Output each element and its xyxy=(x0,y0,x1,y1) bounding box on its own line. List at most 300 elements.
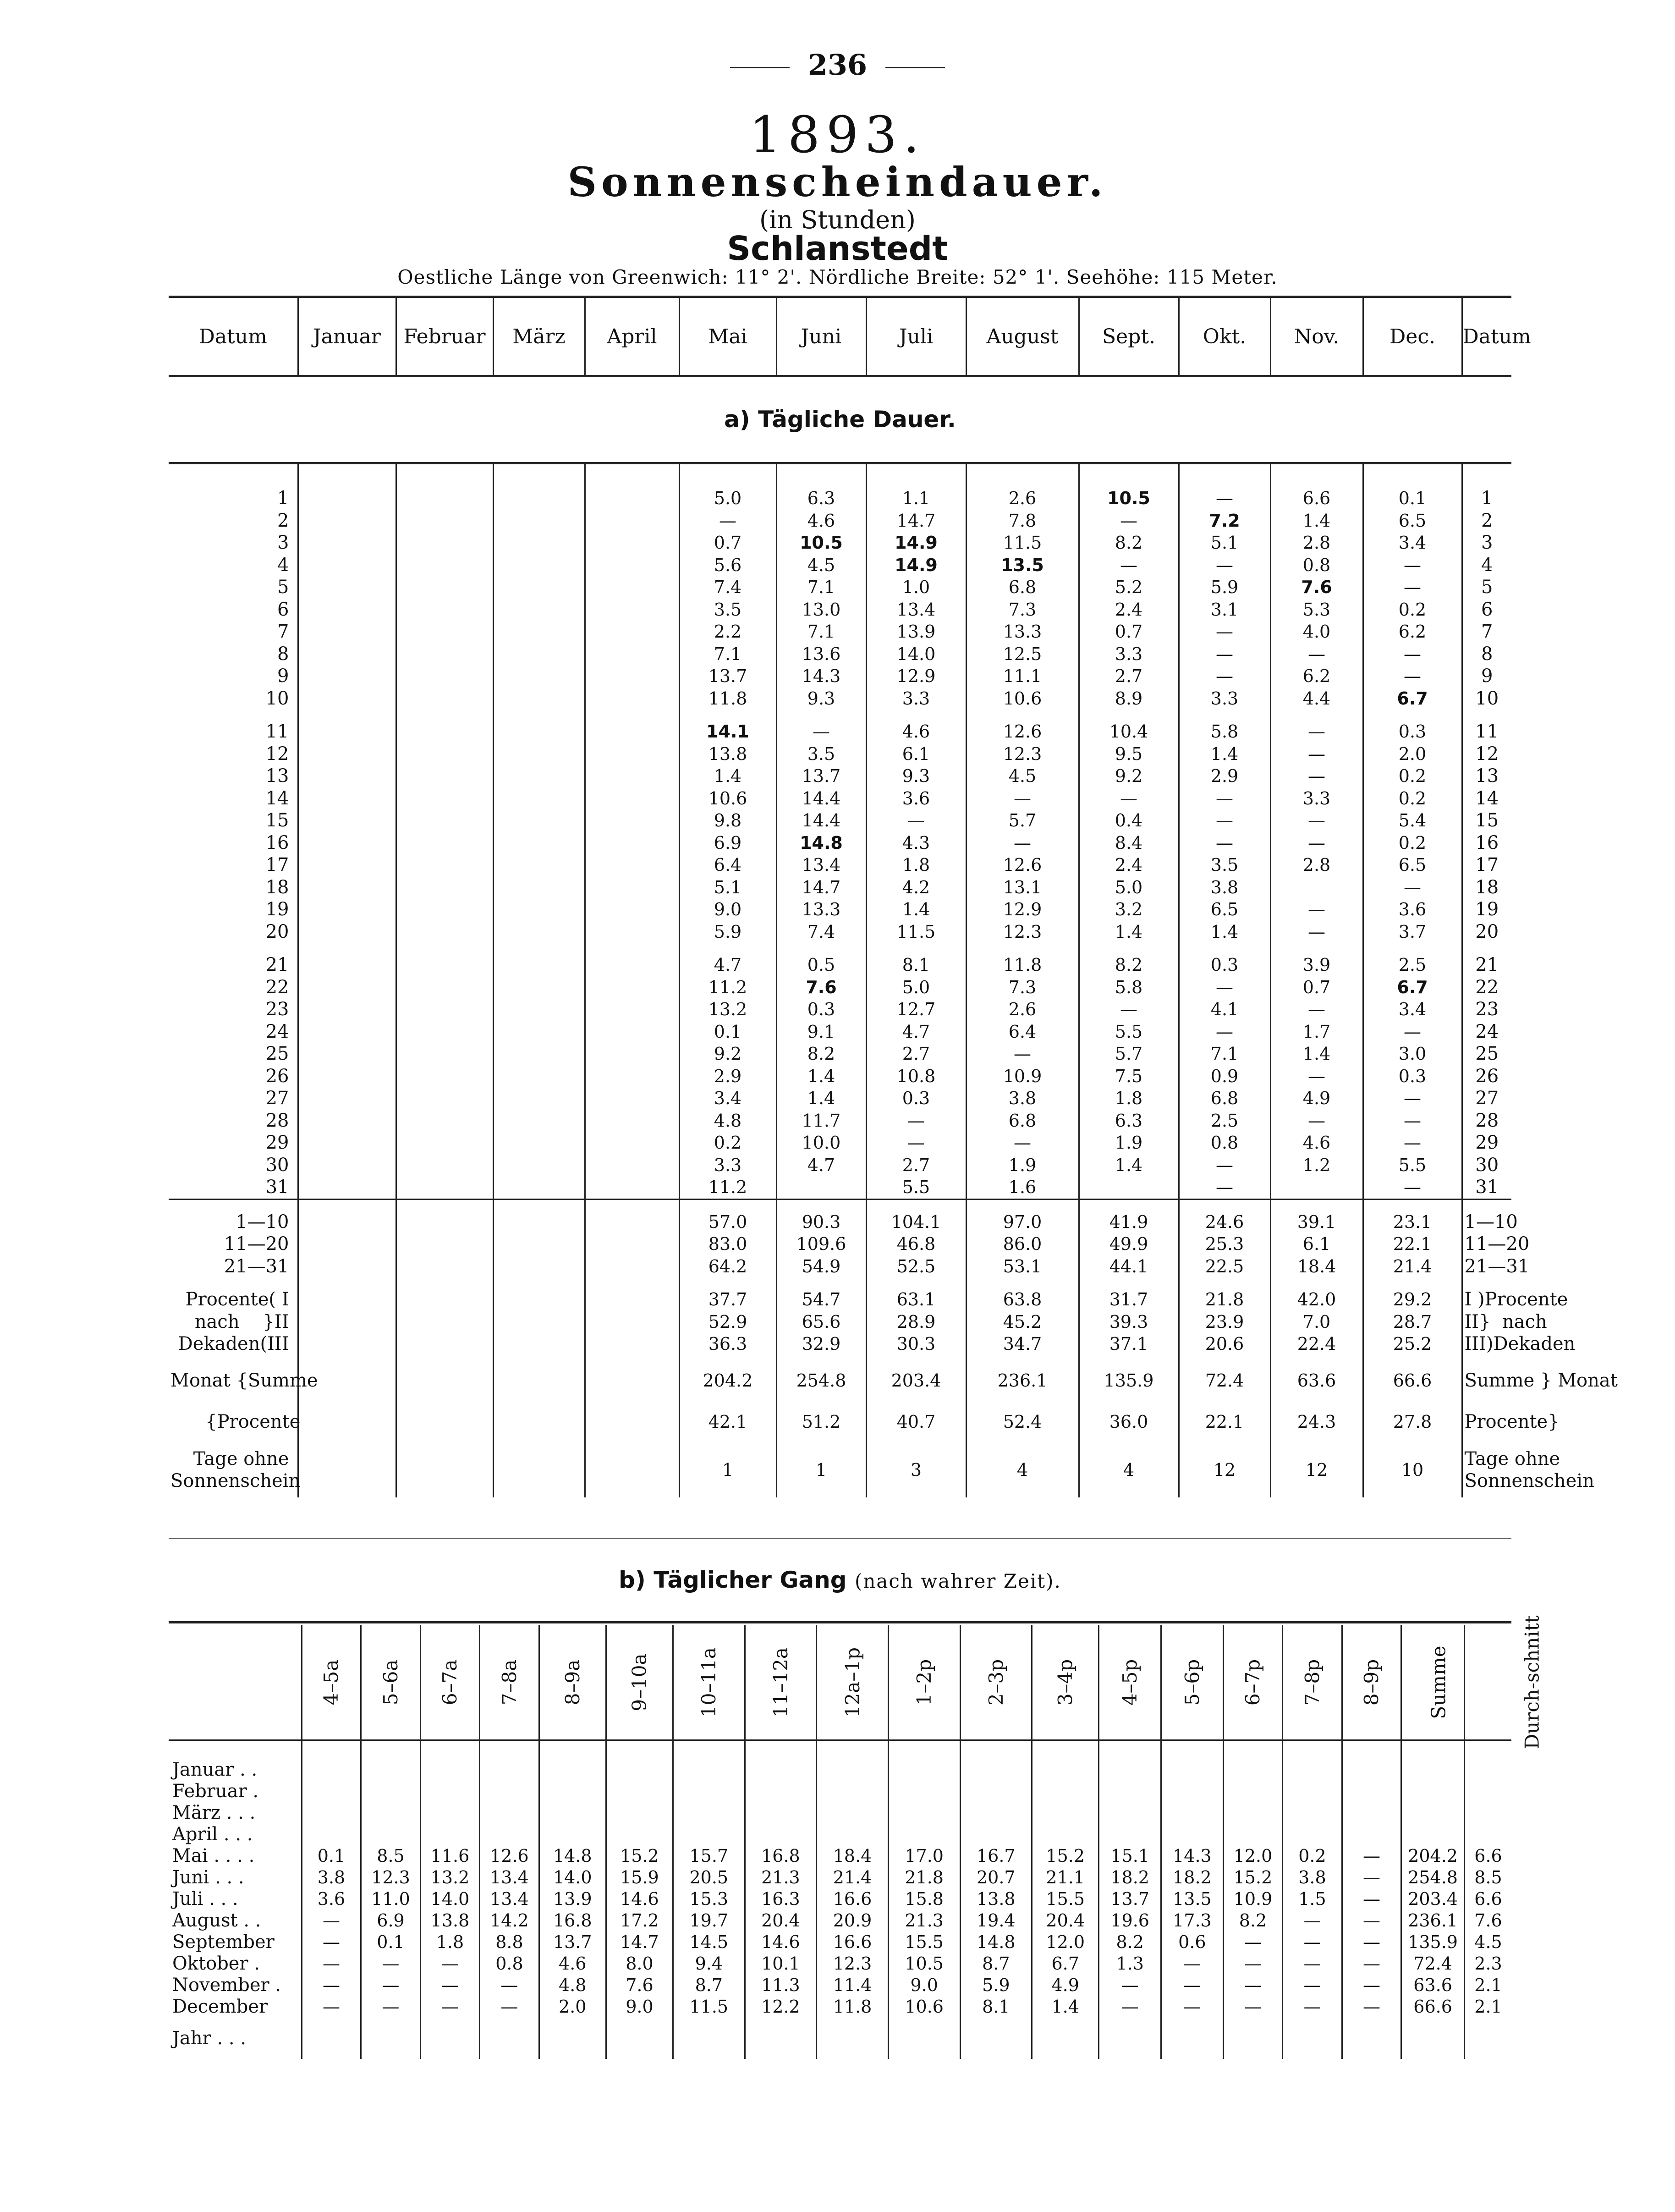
no-sunshine-row-mai: 1 xyxy=(679,1442,776,1497)
hourly-value: 21.3 xyxy=(745,1867,817,1888)
daily-value: 3.6 xyxy=(902,788,930,809)
hourly-value xyxy=(302,1824,361,1845)
day-number: 8 xyxy=(277,643,289,665)
hourly-value: 1.3 xyxy=(1099,1953,1161,1975)
summary-value: 86.0 xyxy=(1003,1234,1042,1254)
daily-value: 4.7 xyxy=(902,1021,930,1042)
day-number: 11 xyxy=(1475,721,1499,742)
day-number: 4 xyxy=(1481,554,1493,576)
hour-header-cell xyxy=(1342,1625,1401,1740)
hourly-value: 21.4 xyxy=(817,1867,889,1888)
hourly-value: 0.1 xyxy=(302,1845,361,1867)
summary-value: 41.9 xyxy=(1109,1211,1148,1232)
daily-value: — xyxy=(1216,1021,1233,1042)
daily-value: — xyxy=(1308,766,1325,786)
day-number: 28 xyxy=(265,1110,289,1131)
daily-value: 1.4 xyxy=(902,899,930,919)
daily-value: 13.1 xyxy=(1003,877,1042,897)
daily-value: 6.5 xyxy=(1210,899,1239,919)
summary-value: 65.6 xyxy=(802,1311,841,1332)
hourly-value xyxy=(302,2018,361,2059)
decade-pct-row-juni xyxy=(776,1277,866,1355)
hourly-value: 15.7 xyxy=(673,1845,745,1867)
page-number xyxy=(0,48,1675,82)
day-number: 14 xyxy=(1475,787,1499,809)
daily-value: 14.0 xyxy=(896,644,936,664)
daily-value: 13.7 xyxy=(708,666,747,686)
monthly-total-row-juli xyxy=(866,1355,966,1442)
decade-pct-row-nov xyxy=(1270,1277,1363,1355)
daily-values-dec xyxy=(1363,463,1462,710)
empty-month-cell xyxy=(298,1277,396,1355)
summary-value: 21.8 xyxy=(1205,1289,1244,1310)
hourly-value xyxy=(1401,1824,1465,1845)
station-coordinates: Oestliche Länge von Greenwich: 11° 2'. Nördliche Breite: 52° 1'. Seehöhe: 115 Meter. xyxy=(397,266,1278,288)
day-number: 26 xyxy=(1475,1065,1499,1087)
daily-value: 5.1 xyxy=(714,877,742,897)
hour-header-cell xyxy=(745,1625,817,1740)
daily-value: 12.6 xyxy=(1003,855,1042,875)
hour-header-label: 5–6p xyxy=(1181,1659,1203,1706)
summary-value: 97.0 xyxy=(1003,1211,1042,1232)
hourly-value: 19.7 xyxy=(673,1910,745,1931)
daily-value: — xyxy=(1120,555,1137,575)
daily-value: — xyxy=(1404,644,1421,664)
daily-value: 13.5 xyxy=(1001,555,1044,575)
daily-duration-table xyxy=(169,296,1618,1497)
daily-value: 6.8 xyxy=(1210,1088,1239,1108)
unit-note: (in Stunden) xyxy=(759,205,916,234)
daily-value: 12.9 xyxy=(1003,899,1042,919)
hourly-value: 135.9 xyxy=(1401,1931,1465,1953)
hourly-row xyxy=(169,1910,1511,1931)
daily-value: 1.2 xyxy=(1302,1155,1331,1175)
daily-value: 14.7 xyxy=(896,510,936,531)
header-cell: Juli xyxy=(866,297,966,376)
hourly-value xyxy=(361,1781,420,1802)
hourly-value xyxy=(960,1824,1032,1845)
decade-label: 11—20 xyxy=(224,1233,289,1255)
daily-value: 2.4 xyxy=(1115,855,1143,875)
empty-month-cell xyxy=(396,1199,493,1277)
daily-value: 8.4 xyxy=(1115,832,1143,853)
hourly-value: 5.9 xyxy=(960,1975,1032,1996)
daily-value: 2.7 xyxy=(902,1155,930,1175)
daily-value: — xyxy=(1014,1133,1031,1153)
hour-header-cell xyxy=(960,1625,1032,1740)
daily-values-juni xyxy=(776,463,866,710)
daily-value: — xyxy=(1404,1177,1421,1197)
daily-value: 6.9 xyxy=(714,832,742,853)
daily-values-dec xyxy=(1363,710,1462,943)
decade-label: 11—20 xyxy=(1464,1233,1530,1255)
day-number: 7 xyxy=(1481,621,1493,642)
no-sunshine-row xyxy=(169,1442,1511,1497)
summary-value: 254.8 xyxy=(796,1370,846,1391)
summary-value: 52.9 xyxy=(708,1311,747,1332)
daily-value: 7.5 xyxy=(1115,1066,1143,1086)
summary-value: 53.1 xyxy=(1003,1256,1042,1277)
hourly-value xyxy=(1099,1781,1161,1802)
empty-month-cell xyxy=(493,710,585,943)
hour-header-cell xyxy=(1465,1615,1543,1749)
hourly-value: 14.6 xyxy=(606,1888,673,1910)
hourly-value: 13.9 xyxy=(539,1888,606,1910)
empty-month-cell xyxy=(298,463,396,710)
daily-value: 14.7 xyxy=(802,877,841,897)
daily-value: 13.6 xyxy=(802,644,841,664)
summary-value: 135.9 xyxy=(1104,1370,1154,1391)
hour-header-label: 10–11a xyxy=(697,1647,720,1717)
daily-values-august xyxy=(966,943,1079,1199)
hourly-value: 8.5 xyxy=(1465,1867,1512,1888)
monthly-total-row-label: Monat {Summe {Procente xyxy=(170,1370,318,1432)
hourly-value: 8.1 xyxy=(960,1996,1032,2018)
year-heading: 1893. xyxy=(749,105,926,164)
hourly-value: — xyxy=(1223,1931,1282,1953)
hourly-row xyxy=(169,1931,1511,1953)
hour-header-label: 12a–1p xyxy=(841,1647,864,1717)
hourly-value: 203.4 xyxy=(1401,1888,1465,1910)
summary-value: 52.5 xyxy=(896,1256,936,1277)
daily-values-sept xyxy=(1079,463,1179,710)
daily-value: 9.1 xyxy=(807,1021,835,1042)
day-number: 16 xyxy=(265,832,289,853)
hourly-value xyxy=(888,2018,960,2059)
daily-value: 3.5 xyxy=(807,743,835,764)
monthly-total-row-okt xyxy=(1179,1355,1270,1442)
daily-value: 13.9 xyxy=(896,622,936,642)
daily-value: — xyxy=(1404,1110,1421,1131)
hourly-value: 236.1 xyxy=(1401,1910,1465,1931)
hourly-value xyxy=(1465,1740,1512,1781)
hourly-value: 21.8 xyxy=(888,1867,960,1888)
hourly-value: 8.5 xyxy=(361,1845,420,1867)
daily-value: 4.6 xyxy=(807,510,835,531)
monthly-total-row-nov xyxy=(1270,1355,1363,1442)
daily-value: 9.0 xyxy=(714,899,742,919)
daily-value: 1.4 xyxy=(1210,921,1239,942)
summary-value: 54.7 xyxy=(802,1289,841,1310)
hourly-value xyxy=(1161,1802,1224,1824)
hourly-value: — xyxy=(480,1975,539,1996)
header-cell: Februar xyxy=(396,297,493,376)
day-number: 31 xyxy=(1475,1177,1499,1198)
hourly-value: 0.1 xyxy=(361,1931,420,1953)
daily-value: 0.2 xyxy=(1398,766,1427,786)
hourly-value xyxy=(480,1740,539,1781)
daily-value: 3.8 xyxy=(1008,1088,1037,1108)
hourly-value xyxy=(361,1824,420,1845)
hour-header-label: 9–10a xyxy=(628,1653,651,1711)
day-number: 2 xyxy=(1481,510,1493,531)
day-labels-right xyxy=(1462,463,1511,710)
day-labels-right xyxy=(1462,710,1511,943)
daily-value: 0.5 xyxy=(807,955,835,975)
hourly-row xyxy=(169,1845,1511,1867)
daily-value: 5.7 xyxy=(1115,1044,1143,1064)
daily-value: — xyxy=(1014,788,1031,809)
hourly-row xyxy=(169,1888,1511,1910)
hour-header-cell xyxy=(1099,1625,1161,1740)
daily-values-august xyxy=(966,710,1079,943)
empty-month-cell xyxy=(493,1199,585,1277)
summary-value: 34.7 xyxy=(1003,1334,1042,1354)
header-cell: August xyxy=(966,297,1079,376)
hourly-value: 13.7 xyxy=(1099,1888,1161,1910)
hourly-value: 15.2 xyxy=(1032,1845,1099,1867)
daily-value: 3.4 xyxy=(1398,533,1427,553)
daily-value: 2.7 xyxy=(1115,666,1143,686)
empty-month-cell xyxy=(396,463,493,710)
day-number: 28 xyxy=(1475,1110,1499,1131)
daily-value: 2.0 xyxy=(1398,743,1427,764)
day-number: 2 xyxy=(277,510,289,531)
daily-value: — xyxy=(1308,1066,1325,1086)
station-name: Schlanstedt xyxy=(727,229,948,268)
hour-header-cell xyxy=(606,1625,673,1740)
daily-value: — xyxy=(1308,832,1325,853)
hour-header-label: 4–5p xyxy=(1119,1659,1142,1706)
empty-month-cell xyxy=(298,710,396,943)
daily-value: 12.5 xyxy=(1003,644,1042,664)
daily-value: 7.8 xyxy=(1008,510,1037,531)
day-number: 6 xyxy=(1481,599,1493,620)
summary-value: 90.3 xyxy=(802,1211,841,1232)
hourly-value: — xyxy=(1223,1975,1282,1996)
day-number: 12 xyxy=(265,743,289,765)
daily-value: 10.8 xyxy=(896,1066,936,1086)
hourly-value xyxy=(1401,1802,1465,1824)
day-number: 17 xyxy=(1475,854,1499,875)
hourly-value: 6.9 xyxy=(361,1910,420,1931)
hourly-value: 4.5 xyxy=(1465,1931,1512,1953)
daily-value: 2.5 xyxy=(1210,1110,1239,1131)
monthly-total-row xyxy=(169,1355,1511,1442)
daily-value: 5.8 xyxy=(1210,721,1239,742)
hourly-row xyxy=(169,2018,1511,2059)
daily-group-row xyxy=(169,710,1511,943)
daily-value: 10.0 xyxy=(802,1133,841,1153)
empty-month-cell xyxy=(585,710,679,943)
empty-month-cell xyxy=(298,1199,396,1277)
decade-label: 1—10 xyxy=(236,1211,289,1233)
daily-group-row xyxy=(169,463,1511,710)
daily-value: — xyxy=(1014,1044,1031,1064)
daily-value: 2.8 xyxy=(1302,533,1331,553)
day-number: 19 xyxy=(265,899,289,920)
hourly-value xyxy=(539,1781,606,1802)
hourly-value xyxy=(888,1781,960,1802)
summary-value: 236.1 xyxy=(997,1370,1048,1391)
hourly-value: — xyxy=(361,1996,420,2018)
hourly-value xyxy=(1283,1802,1342,1824)
daily-value: 6.7 xyxy=(1397,977,1428,997)
hourly-value xyxy=(888,1824,960,1845)
daily-values-mai xyxy=(679,463,776,710)
hourly-value xyxy=(361,1802,420,1824)
daily-value: 3.4 xyxy=(1398,999,1427,1019)
hourly-value: 16.6 xyxy=(817,1888,889,1910)
daily-value: 5.5 xyxy=(1398,1155,1427,1175)
hourly-value xyxy=(1283,2018,1342,2059)
day-number: 1 xyxy=(277,488,289,509)
summary-value: 37.1 xyxy=(1109,1334,1148,1354)
daily-value: 5.2 xyxy=(1115,577,1143,597)
daily-value: 7.1 xyxy=(714,644,742,664)
hourly-value xyxy=(1283,1781,1342,1802)
hourly-value: 1.8 xyxy=(420,1931,479,1953)
hourly-value: 15.2 xyxy=(606,1845,673,1867)
empty-month-cell xyxy=(493,1442,585,1497)
hourly-value: 13.8 xyxy=(960,1888,1032,1910)
hourly-value xyxy=(539,2018,606,2059)
hourly-value: 11.4 xyxy=(817,1975,889,1996)
hourly-value: — xyxy=(1342,1867,1401,1888)
hourly-value: 12.3 xyxy=(361,1867,420,1888)
hourly-value xyxy=(1342,1824,1401,1845)
day-number: 20 xyxy=(1475,921,1499,942)
hourly-value xyxy=(361,1740,420,1781)
summary-value: 40.7 xyxy=(896,1411,936,1432)
hourly-value xyxy=(1161,1824,1224,1845)
no-sunshine-row-juli: 3 xyxy=(866,1442,966,1497)
empty-month-cell xyxy=(298,1355,396,1442)
daily-value: 4.4 xyxy=(1302,688,1331,709)
hourly-value: — xyxy=(1342,1996,1401,2018)
daily-values-okt xyxy=(1179,710,1270,943)
daily-value: — xyxy=(1216,622,1233,642)
hourly-value: 9.0 xyxy=(888,1975,960,1996)
daily-value: 12.3 xyxy=(1003,743,1042,764)
summary-value: 22.1 xyxy=(1393,1234,1432,1254)
hourly-value: 9.0 xyxy=(606,1996,673,2018)
daily-value: 1.4 xyxy=(807,1088,835,1108)
hourly-value xyxy=(1161,2018,1224,2059)
daily-value: 6.3 xyxy=(1115,1110,1143,1131)
daily-value: 7.1 xyxy=(807,622,835,642)
daily-value: 5.7 xyxy=(1008,810,1037,831)
hourly-value: 14.0 xyxy=(420,1888,479,1910)
daily-value: 4.7 xyxy=(714,955,742,975)
summary-value: 63.6 xyxy=(1297,1370,1336,1391)
hour-header-cell xyxy=(673,1625,745,1740)
daily-value: — xyxy=(1404,1088,1421,1108)
hourly-value: 2.0 xyxy=(539,1996,606,2018)
hourly-value: 13.4 xyxy=(480,1888,539,1910)
header-cell: Juni xyxy=(776,297,866,376)
header-cell: Nov. xyxy=(1270,297,1363,376)
hourly-value xyxy=(1032,1802,1099,1824)
summary-value: 204.2 xyxy=(703,1370,753,1391)
monthly-total-row-juni xyxy=(776,1355,866,1442)
daily-value: 7.1 xyxy=(1210,1044,1239,1064)
daily-value: 0.3 xyxy=(807,999,835,1019)
daily-value: 5.5 xyxy=(1115,1021,1143,1042)
summary-value: 57.0 xyxy=(708,1211,747,1232)
decade-label: 21—31 xyxy=(1464,1255,1530,1277)
summary-value: 39.3 xyxy=(1109,1311,1148,1332)
hourly-value: 2.1 xyxy=(1465,1996,1512,2018)
summary-value: 21.4 xyxy=(1393,1256,1432,1277)
hourly-value: 12.6 xyxy=(480,1845,539,1867)
hourly-row xyxy=(169,1953,1511,1975)
hourly-month-label: November . xyxy=(172,1975,281,1996)
empty-month-cell xyxy=(396,710,493,943)
daily-values-juni xyxy=(776,710,866,943)
daily-value: 11.5 xyxy=(1003,533,1042,553)
hourly-value xyxy=(1223,1824,1282,1845)
hourly-value: 14.0 xyxy=(539,1867,606,1888)
empty-month-cell xyxy=(585,1199,679,1277)
hourly-value: 8.0 xyxy=(606,1953,673,1975)
decade-sum-row-label-right xyxy=(1462,1199,1530,1277)
daily-value xyxy=(777,1176,866,1199)
day-number: 27 xyxy=(1475,1088,1499,1109)
hourly-value: 13.5 xyxy=(1161,1888,1224,1910)
hourly-value: 204.2 xyxy=(1401,1845,1465,1867)
hour-header-label: 7–8p xyxy=(1301,1659,1324,1706)
summary-value: 49.9 xyxy=(1109,1234,1148,1254)
day-number: 3 xyxy=(1481,532,1493,553)
hourly-value: 7.6 xyxy=(1465,1910,1512,1931)
decade-sum-row-juli xyxy=(866,1199,966,1277)
hour-header-cell xyxy=(1032,1625,1099,1740)
decade-sum-row-juni xyxy=(776,1199,866,1277)
hourly-value: 9.4 xyxy=(673,1953,745,1975)
daily-value: 13.3 xyxy=(802,899,841,919)
empty-month-cell xyxy=(585,943,679,1199)
daily-value: 14.9 xyxy=(895,555,938,575)
day-number: 26 xyxy=(265,1065,289,1087)
header-cell: Januar xyxy=(298,297,396,376)
daily-value: 1.4 xyxy=(714,766,742,786)
summary-value: 46.8 xyxy=(896,1234,936,1254)
daily-value: 4.0 xyxy=(1302,622,1331,642)
daily-value: 3.3 xyxy=(714,1155,742,1175)
daily-value: — xyxy=(1216,1177,1233,1197)
empty-month-cell xyxy=(493,1277,585,1355)
summary-value: 51.2 xyxy=(802,1411,841,1432)
day-number: 9 xyxy=(277,666,289,687)
hourly-value xyxy=(420,1781,479,1802)
hourly-value: 0.6 xyxy=(1161,1931,1224,1953)
decade-sum-row-nov xyxy=(1270,1199,1363,1277)
hourly-value: — xyxy=(302,1953,361,1975)
hourly-value: — xyxy=(1342,1845,1401,1867)
hourly-value: 15.1 xyxy=(1099,1845,1161,1867)
daily-value: 14.4 xyxy=(802,810,841,831)
daily-group-row xyxy=(169,943,1511,1199)
daily-value: 5.3 xyxy=(1302,599,1331,620)
hourly-value: 19.6 xyxy=(1099,1910,1161,1931)
hourly-value: 20.7 xyxy=(960,1867,1032,1888)
hourly-value: — xyxy=(1342,1953,1401,1975)
day-number: 4 xyxy=(277,554,289,576)
hourly-value xyxy=(745,2018,817,2059)
daily-value: — xyxy=(1308,810,1325,831)
hourly-value: 2.3 xyxy=(1465,1953,1512,1975)
summary-value: 25.3 xyxy=(1205,1234,1244,1254)
daily-value: 2.4 xyxy=(1115,599,1143,620)
summary-value: 52.4 xyxy=(1003,1411,1042,1432)
day-number: 22 xyxy=(265,976,289,998)
hour-header-cell xyxy=(888,1625,960,1740)
header-cell: April xyxy=(585,297,679,376)
hourly-value: 11.0 xyxy=(361,1888,420,1910)
hourly-value: — xyxy=(1161,1953,1224,1975)
hourly-value: — xyxy=(480,1996,539,2018)
